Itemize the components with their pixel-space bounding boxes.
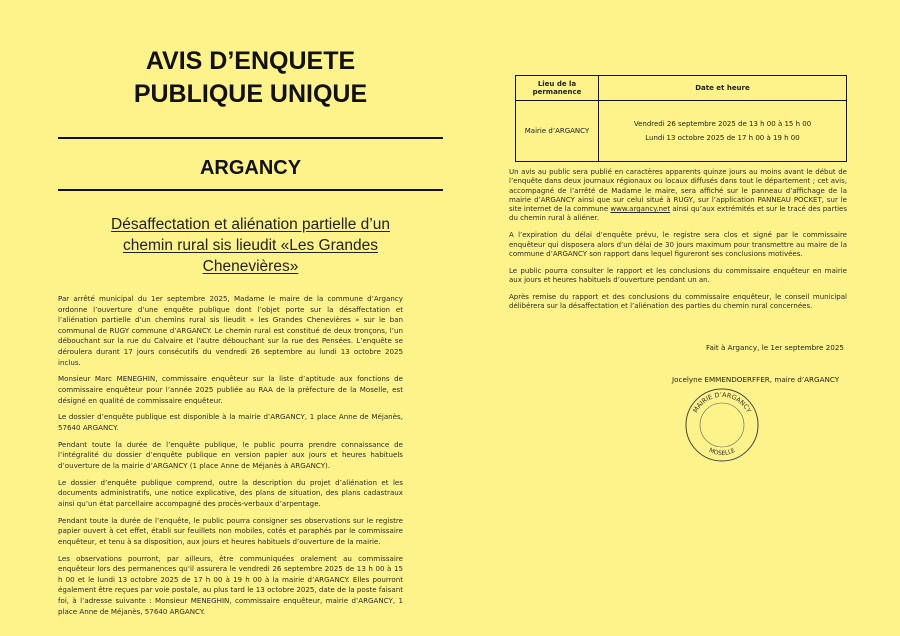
bottom-divider bbox=[58, 189, 443, 191]
body-paragraph-consultation: Pendant toute la durée de l’enquête publique, le public pourra prendre connaissance de l’intégralité du dossier d’enquête publique en version papier aux jours et heures habituels d’ouverture de la mairie d’ARGANCY (1 place Anne de Méjanès à ARGANCY). bbox=[58, 439, 403, 470]
right-paragraph-council: Après remise du rapport et des conclusions du commissaire enquêteur, le conseil municipal délibérera sur la désaffectation et l’aliénation des parties du chemin rural concernées. bbox=[509, 292, 847, 311]
mairie-seal-stamp bbox=[682, 385, 762, 465]
right-paragraph-closing: A l’expiration du délai d’enquête prévu, le registre sera clos et signé par le commissaire enquêteur qui disposera alors d’un délai de 30 jours maximum pour transmettre au maire de la commune d’ARGANCY son rapport dans lequel figureront ses conclusions motivées. bbox=[509, 231, 847, 258]
subject-line-2: chemin rural sis lieudit «Les Grandes bbox=[122, 237, 378, 254]
signer-name: Jocelyne EMMENDOERFFER, maire d’ARGANCY bbox=[672, 375, 840, 384]
website-link[interactable]: www.argancy.net bbox=[610, 205, 671, 214]
notice-title bbox=[58, 45, 443, 111]
table-row bbox=[516, 101, 847, 162]
body-paragraph-file-location: Le dossier d’enquête publique est disponible à la mairie d’ARGANCY, 1 place Anne de Méjanès, 57640 ARGANCY. bbox=[58, 412, 403, 432]
seal-top-text: MAIRIE D’ARGANCY bbox=[691, 390, 753, 415]
subject-heading bbox=[58, 214, 443, 277]
subject-line-3: Chenevières» bbox=[202, 258, 299, 275]
table-cell-dates bbox=[599, 101, 847, 162]
table-header-date: Date et heure bbox=[599, 76, 847, 101]
permanence-slot-1: Vendredi 26 septembre 2025 de 13 h 00 à 15 h 00 bbox=[633, 120, 812, 128]
signature-place-date: Fait à Argancy, le 1er septembre 2025 bbox=[706, 343, 844, 352]
permanence-slot-2: Lundi 13 octobre 2025 de 17 h 00 à 19 h 00 bbox=[645, 134, 800, 142]
subject-line-1: Désaffectation et aliénation partielle d’un bbox=[111, 216, 390, 233]
table-header-row bbox=[516, 76, 847, 101]
commune-name: ARGANCY bbox=[199, 157, 302, 179]
body-paragraph-decree: Par arrêté municipal du 1er septembre 2025, Madame le maire de la commune d’Argancy ordonne l’ouverture d’une enquête publique dont l’objet porte sur la désaffectation et l’aliénation partielle d’un chemins rural sis lieudit « les Grandes Chenevières » sur le ban communal de RUGY commune d’ARGANCY. Le chemin rural est constitué de deux tronçons, l’un débouchant sur la rue du Calvaire et l’autre débouchant sur la rue des Pensées. L’enquête se déroulera durant 17 jours consécutifs du vendredi 26 septembre au lundi 13 octobre 2025 inclus. bbox=[58, 294, 403, 367]
top-divider bbox=[58, 137, 443, 139]
right-body bbox=[509, 168, 847, 319]
body-paragraph-commissioner: Monsieur Marc MENEGHIN, commissaire enquêteur sur la liste d’aptitude aux fonctions de commissaire enquêteur pour l’année 2025 publiée au RAA de la préfecture de la Moselle, est désigné en qualité de commissaire enquêteur. bbox=[58, 374, 403, 405]
publicity-text-b: ainsi qu’aux extrémités et sur le tracé des parties du chemin rural à aliéner. bbox=[509, 205, 847, 223]
title-line-1: AVIS D’ENQUETE bbox=[145, 47, 356, 75]
right-paragraph-report: Le public pourra consulter le rapport et les conclusions du commissaire enquêteur en mairie aux jours et heures habituels d’ouverture pendant un an. bbox=[509, 266, 847, 284]
body-paragraph-observations: Les observations pourront, par ailleurs, être communiquées oralement au commissaire enquêteur lors des permanences qu’il assurera le vendredi 26 septembre 2025 de 13 h 00 à 15 h 00 et le lundi 13 octobre 2025 de 17 h 00 à 19 h 00 à la mairie d’ARGANCY. Elles pourront également être reçues par voie postale, au plus tard le 13 octobre 2025, date de la poste faisant foi, à l’adresse suivante : Monsieur MENEGHIN, commissaire enquêteur, mairie d’ARGANCY, 1 place Anne de Méjanès, 57640 ARGANCY. bbox=[58, 553, 403, 616]
publicity-text-a: Un avis au public sera publié en caractères apparents quinze jours au moins avant le début de l’enquête dans deux journaux régionaux ou locaux diffusés dans tout le département ; cet avis, accompagné de l’arrêté de Madame le maire, sera affiché sur le panneau d’affichage de la mairie d’ARGANCY ainsi que sur celui situé à RUGY, sur l’application PANNEAU POCKET, sur le site internet de la commune bbox=[509, 168, 847, 214]
table-cell-place: Mairie d’ARGANCY bbox=[516, 101, 599, 162]
seal-bottom-text: MOSELLE bbox=[707, 446, 737, 458]
title-line-2: PUBLIQUE UNIQUE bbox=[133, 80, 368, 108]
notice-body bbox=[58, 294, 403, 623]
body-paragraph-register: Pendant toute la durée de l’enquête, le public pourra consigner ses observations sur le registre papier ouvert à cet effet, établi sur feuillets non mobiles, cotés et paraphés par le commissaire enquêteur, et tenu à sa disposition, aux jours et heures habituels d’ouverture de la mairie. bbox=[58, 515, 403, 546]
permanence-table bbox=[515, 75, 847, 162]
table-header-place: Lieu de la permanence bbox=[516, 76, 599, 101]
right-paragraph-publicity bbox=[509, 168, 847, 224]
body-paragraph-file-content: Le dossier d’enquête publique comprend, outre la description du projet d’aliénation et les documents administratifs, une notice explicative, des plans de situation, des plans cadastraux ainsi qu’un état parcellaire accompagné des procès-verbaux d’arpentage. bbox=[58, 477, 403, 508]
